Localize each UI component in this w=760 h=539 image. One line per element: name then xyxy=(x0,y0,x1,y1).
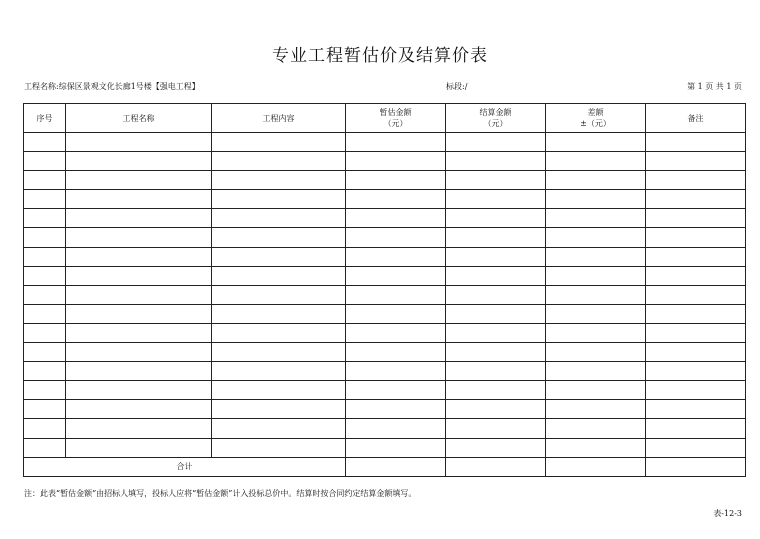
table-cell xyxy=(24,304,66,323)
table-cell xyxy=(66,266,212,285)
table-cell xyxy=(446,209,546,228)
table-cell xyxy=(212,228,346,247)
table-cell xyxy=(546,285,646,304)
table-cell xyxy=(546,133,646,152)
table-cell xyxy=(646,381,746,400)
table-cell xyxy=(646,323,746,342)
table-cell xyxy=(24,419,66,438)
table-cell xyxy=(346,304,446,323)
table-row xyxy=(24,228,746,247)
table-cell xyxy=(446,438,546,457)
total-label: 合计 xyxy=(24,457,346,476)
table-cell xyxy=(446,266,546,285)
table-cell xyxy=(66,362,212,381)
table-cell xyxy=(446,419,546,438)
table-cell xyxy=(646,362,746,381)
table-cell xyxy=(346,381,446,400)
table-cell xyxy=(446,400,546,419)
table-cell xyxy=(346,247,446,266)
table-cell xyxy=(212,381,346,400)
table-cell xyxy=(446,343,546,362)
table-cell xyxy=(646,133,746,152)
table-cell xyxy=(24,247,66,266)
table-cell xyxy=(66,171,212,190)
table-row xyxy=(24,343,746,362)
table-cell xyxy=(66,190,212,209)
table-cell xyxy=(646,190,746,209)
table-cell xyxy=(212,171,346,190)
table-cell xyxy=(546,171,646,190)
table-cell xyxy=(66,228,212,247)
table-cell xyxy=(546,362,646,381)
table-cell xyxy=(24,438,66,457)
table-cell xyxy=(212,323,346,342)
table-cell xyxy=(212,152,346,171)
table-cell xyxy=(24,266,66,285)
table-row xyxy=(24,133,746,152)
table-cell xyxy=(66,343,212,362)
table-cell xyxy=(646,400,746,419)
table-cell xyxy=(24,133,66,152)
table-cell xyxy=(24,400,66,419)
footnote: 注：此表“暂估金额”由招标人填写，投标人应将“暂估金额”计入投标总价中。结算时按合同约定结算金额填写。 xyxy=(24,489,417,498)
table-cell xyxy=(446,247,546,266)
table-cell xyxy=(446,285,546,304)
table-cell xyxy=(212,133,346,152)
estimate-table xyxy=(23,103,746,477)
table-cell xyxy=(346,285,446,304)
table-cell xyxy=(24,381,66,400)
table-cell xyxy=(346,171,446,190)
table-cell xyxy=(24,190,66,209)
col-header-content: 工程内容 xyxy=(212,104,346,133)
table-cell xyxy=(546,419,646,438)
total-row xyxy=(24,457,746,476)
table-row xyxy=(24,247,746,266)
table-cell xyxy=(346,133,446,152)
col-header-index: 序号 xyxy=(24,104,66,133)
table-cell xyxy=(346,438,446,457)
table-cell xyxy=(446,228,546,247)
table-cell xyxy=(346,266,446,285)
table-cell xyxy=(66,400,212,419)
table-cell xyxy=(66,209,212,228)
table-cell xyxy=(24,323,66,342)
table-cell xyxy=(646,438,746,457)
table-cell xyxy=(66,304,212,323)
table-cell xyxy=(546,343,646,362)
table-cell xyxy=(546,209,646,228)
table-cell xyxy=(24,171,66,190)
table-cell xyxy=(212,285,346,304)
table-cell xyxy=(66,323,212,342)
table-cell xyxy=(24,362,66,381)
table-cell xyxy=(646,247,746,266)
table-cell xyxy=(212,438,346,457)
table-cell xyxy=(346,152,446,171)
project-label: 工程名称: xyxy=(24,82,59,91)
table-cell xyxy=(446,133,546,152)
total-remarks-cell xyxy=(646,457,746,476)
table-cell xyxy=(646,209,746,228)
table-row xyxy=(24,438,746,457)
table-cell xyxy=(646,304,746,323)
table-cell xyxy=(66,285,212,304)
page-info: 第 1 页 共 1 页 xyxy=(687,82,742,91)
table-row xyxy=(24,171,746,190)
table-cell xyxy=(346,362,446,381)
table-cell xyxy=(546,438,646,457)
table-cell xyxy=(346,323,446,342)
table-row xyxy=(24,285,746,304)
table-cell xyxy=(66,247,212,266)
col-header-settlement: 结算金额 （元） xyxy=(446,104,546,133)
table-row xyxy=(24,304,746,323)
col-header-difference: 差额 ±（元） xyxy=(546,104,646,133)
table-cell xyxy=(446,304,546,323)
table-row xyxy=(24,209,746,228)
table-cell xyxy=(446,323,546,342)
table-cell xyxy=(212,266,346,285)
project-info xyxy=(24,82,200,92)
table-cell xyxy=(546,152,646,171)
table-row xyxy=(24,152,746,171)
table-cell xyxy=(24,343,66,362)
section-info xyxy=(446,82,467,92)
table-cell xyxy=(646,171,746,190)
table-cell xyxy=(346,419,446,438)
table-cell xyxy=(66,152,212,171)
table-cell xyxy=(646,266,746,285)
table-cell xyxy=(212,343,346,362)
table-cell xyxy=(66,419,212,438)
table-cell xyxy=(212,190,346,209)
table-cell xyxy=(546,190,646,209)
table-cell xyxy=(24,228,66,247)
table-cell xyxy=(446,362,546,381)
table-cell xyxy=(66,438,212,457)
document-title: 专业工程暂估价及结算价表 xyxy=(272,46,488,66)
table-cell xyxy=(346,400,446,419)
table-cell xyxy=(646,343,746,362)
table-cell xyxy=(212,362,346,381)
col-header-project-name: 工程名称 xyxy=(66,104,212,133)
table-row xyxy=(24,362,746,381)
table-cell xyxy=(212,247,346,266)
table-row xyxy=(24,381,746,400)
table-cell xyxy=(212,209,346,228)
table-cell xyxy=(212,419,346,438)
section-value: / xyxy=(464,82,468,91)
total-difference-cell xyxy=(546,457,646,476)
col-header-remarks: 备注 xyxy=(646,104,746,133)
table-cell xyxy=(346,228,446,247)
table-row xyxy=(24,400,746,419)
table-row xyxy=(24,190,746,209)
table-cell xyxy=(546,400,646,419)
table-cell xyxy=(546,247,646,266)
table-cell xyxy=(346,343,446,362)
table-cell xyxy=(446,381,546,400)
table-cell xyxy=(212,400,346,419)
table-cell xyxy=(546,266,646,285)
table-cell xyxy=(66,381,212,400)
table-row xyxy=(24,323,746,342)
table-cell xyxy=(446,152,546,171)
table-header-row xyxy=(24,104,746,133)
table-row xyxy=(24,266,746,285)
table-cell xyxy=(546,304,646,323)
table-cell xyxy=(446,190,546,209)
table-cell xyxy=(24,152,66,171)
table-cell xyxy=(646,285,746,304)
table-cell xyxy=(646,152,746,171)
project-name: 综保区景观文化长廊1号楼【强电工程】 xyxy=(58,82,200,91)
section-label: 标段: xyxy=(446,82,465,91)
table-cell xyxy=(66,133,212,152)
table-cell xyxy=(546,381,646,400)
table-cell xyxy=(24,209,66,228)
total-estimate-cell xyxy=(346,457,446,476)
table-cell xyxy=(346,209,446,228)
table-cell xyxy=(24,285,66,304)
table-cell xyxy=(346,190,446,209)
table-cell xyxy=(446,171,546,190)
col-header-estimate: 暂估金额 （元） xyxy=(346,104,446,133)
table-cell xyxy=(546,228,646,247)
table-cell xyxy=(546,323,646,342)
table-row xyxy=(24,419,746,438)
table-cell xyxy=(646,419,746,438)
total-settlement-cell xyxy=(446,457,546,476)
table-cell xyxy=(212,304,346,323)
form-number: 表-12-3 xyxy=(713,509,742,518)
table-cell xyxy=(646,228,746,247)
